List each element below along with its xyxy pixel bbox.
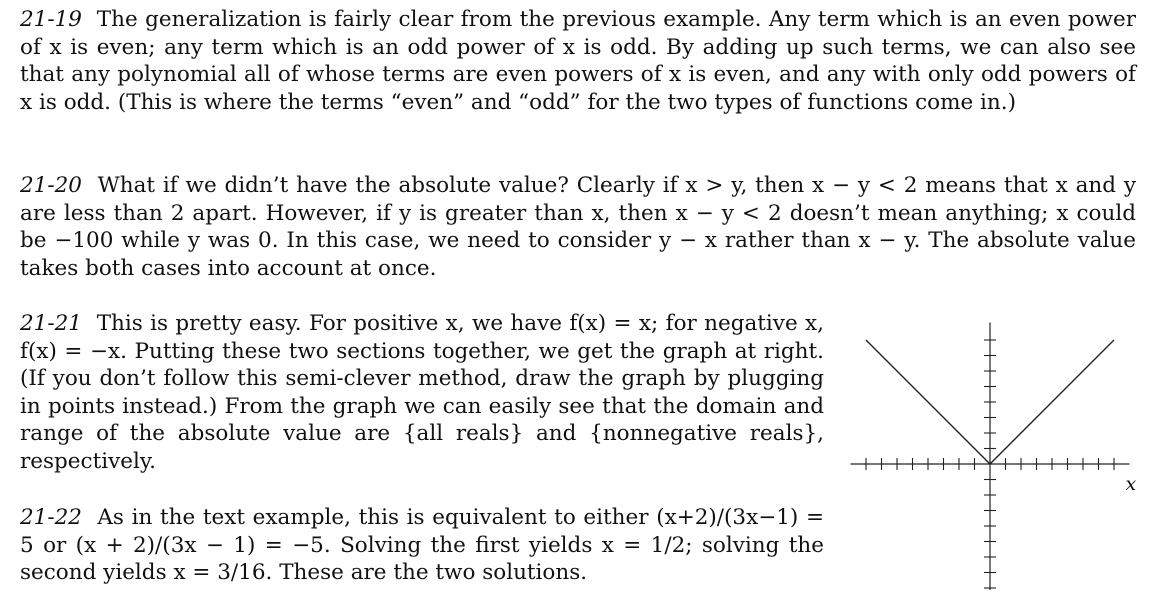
- solution-text: This is pretty easy. For positive x, we have f(x) = x; for negative x, f(x) = −x. Putting these two sections together, we get the graph at right. (If you don’t follow this semi-clever method, draw the graph by plugging in points instead.) From the graph we can easily see that the domain and range of the absolute value are {all reals} and {nonnegative reals}, respectively.: [20, 311, 824, 474]
- solution-21-20: [20, 172, 1136, 282]
- x-axis-label: x: [1125, 473, 1137, 495]
- solution-21-21: [20, 310, 824, 476]
- absolute-value-graph: [844, 298, 1144, 590]
- solution-number: 21-20: [20, 173, 82, 198]
- solution-21-19: [20, 6, 1136, 116]
- solution-21-22: [20, 504, 824, 587]
- solution-number: 21-19: [20, 7, 82, 32]
- solution-number: 21-21: [20, 311, 82, 336]
- solution-text: The generalization is fairly clear from the previous example. Any term which is an even power of x is even; any term which is an odd power of x is odd. By adding up such terms, we can also see that any polynomial all of whose terms are even powers of x is even, and any with only odd powers of x is odd. (This is where the terms “even” and “odd” for the two types of functions come in.): [20, 7, 1136, 115]
- solution-text: What if we didn’t have the absolute value? Clearly if x > y, then x − y < 2 means that x and y are less than 2 apart. However, if y is greater than x, then x − y < 2 doesn’t mean anything; x could be −100 while y was 0. In this case, we need to consider y − x rather than x − y. The absolute value takes both cases into account at once.: [20, 173, 1136, 281]
- solution-number: 21-22: [20, 505, 82, 530]
- solution-text: As in the text example, this is equivalent to either (x+2)/(3x−1) = 5 or (x + 2)/(3x − 1) = −5. Solving the first yields x = 1/2; solving the second yields x = 3/16. These are the two solutions.: [20, 505, 825, 586]
- graph-svg: [844, 298, 1144, 590]
